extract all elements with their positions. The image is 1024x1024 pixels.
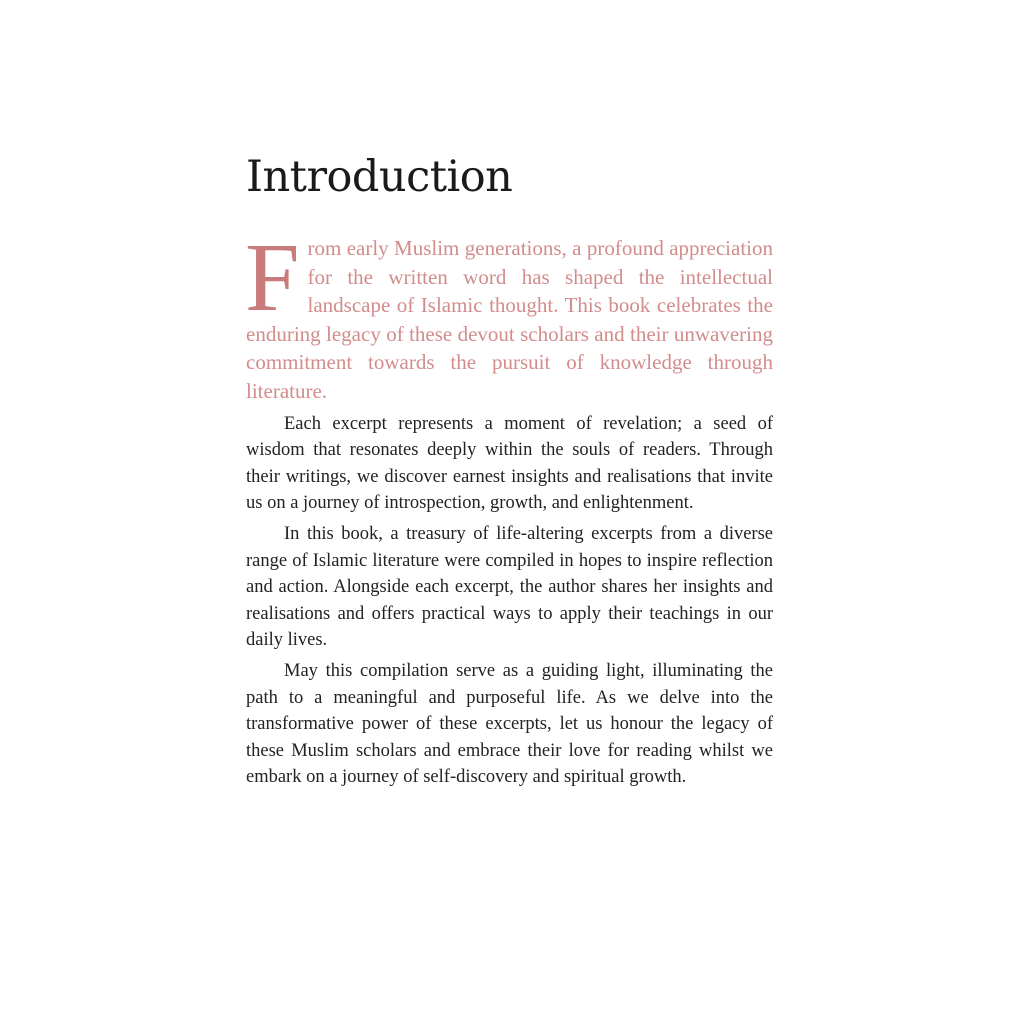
paragraph: In this book, a treasury of life-altering excerpts from a diverse range of Islamic literature were compiled in hopes to inspire reflection and action. Alongside each excerpt, the author shares her insights and realisations and offers practical ways to apply their teachings in our daily lives. [246,524,773,651]
drop-cap: F [245,224,300,332]
paragraph: Each excerpt represents a moment of revelation; a seed of wisdom that resonates deeply within the souls of readers. Through their writings, we discover earnest insights and realisations that invite us on a journey of introspection, growth, and enlightenment. [246,413,773,514]
lead-text: rom early Muslim generations, a profound appreciation for the written word has shaped the intellectual landscape of Islamic thought. This book celebrates the enduring legacy of these devout scholars and their unwavering commitment towards the pursuit of knowledge through literature. [246,236,773,403]
chapter-title: Introduction [246,152,513,202]
book-page [246,148,773,791]
lead-paragraph [245,224,773,406]
body-text [246,411,773,791]
paragraph: May this compilation serve as a guiding light, illuminating the path to a meaningful and purposeful life. As we delve into the transformative power of these excerpts, let us honour the legacy of these Muslim scholars and embrace their love for reading whilst we embark on a journey of self-discovery and spiritual growth. [246,661,773,788]
